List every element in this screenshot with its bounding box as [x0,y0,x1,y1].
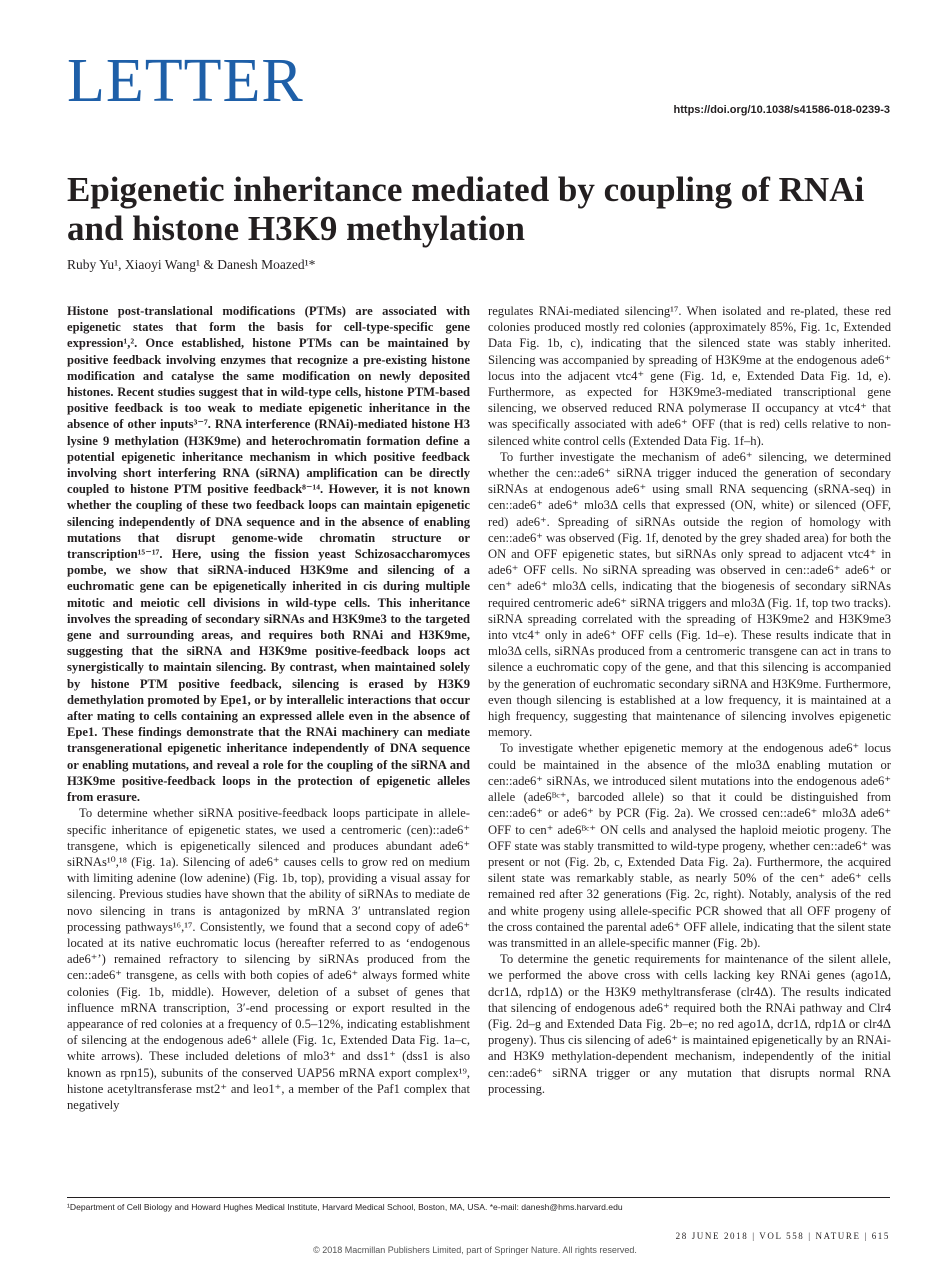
left-column [67,303,470,1113]
right-column [488,303,891,1097]
body-paragraph-1: To determine whether siRNA positive-feedback loops participate in allele-specific inheritance of epigenetic states, we used a centromeric (cen)::ade6⁺ transgene, which is epigenetically silenced and produces abundant ade6⁺ siRNAs¹⁰,¹⁸ (Fig. 1a). Silencing of ade6⁺ causes cells to grow red on medium with limiting adenine (low adenine) (Fig. 1b, top), providing a visual assay for silencing. Previous studies have shown that the ability of siRNAs to mediate de novo silencing in trans is antagonized by mRNA 3′ untranslated region processing pathways¹⁶,¹⁷. Consistently, we found that a second copy of ade6⁺ located at its native euchromatic locus (hereafter referred to as ‘endogenous ade6⁺’) remained refractory to silencing by siRNAs produced from the cen::ade6⁺ transgene, as cells with both copies of ade6⁺ always formed white colonies (Fig. 1b, middle). However, deletion of a subset of genes that influence mRNA transcription, 3′-end processing or export resulted in the appearance of red colonies at a frequency of 0.5–12%, indicating establishment of silencing at the endogenous ade6⁺ allele (Fig. 1c, Extended Data Fig. 1a–c, white arrows). These included deletions of mlo3⁺ and dss1⁺ (dss1 is also known as rpn15), subunits of the conserved UAP56 mRNA export complex¹⁹, histone acetyltransferase mst2⁺ and leo1⁺, a member of the Paf1 complex that negatively [67,806,470,1112]
article-title: Epigenetic inheritance mediated by coupling of RNAi and histone H3K9 methylation [67,170,865,248]
copyright-notice: © 2018 Macmillan Publishers Limited, part of Springer Nature. All rights reserved. [313,1245,637,1255]
abstract: Histone post-translational modifications (PTMs) are associated with epigenetic states that form the basis for cell-type-specific gene expression¹,². Once established, histone PTMs can be maintained by positive feedback involving enzymes that recognize a pre-existing histone modification and catalyse the same modification on newly deposited histones. Recent studies suggest that in wild-type cells, histone PTM-based positive feedback is too weak to mediate epigenetic inheritance in the absence of other inputs³⁻⁷. RNA interference (RNAi)-mediated histone H3 lysine 9 methylation (H3K9me) and heterochromatin formation define a potential epigenetic inheritance mechanism in which positive feedback involving short interfering RNA (siRNA) amplification can be directly coupled to histone PTM positive feedback⁸⁻¹⁴. However, it is not known whether the coupling of these two feedback loops can maintain epigenetic silencing independently of DNA sequence and in the absence of enabling mutations that disrupt genome-wide chromatin structure or transcription¹⁵⁻¹⁷. Here, using the fission yeast Schizosaccharomyces pombe, we show that siRNA-induced H3K9me and silencing of a euchromatic gene can be epigenetically inherited in cis during multiple mitotic and meiotic cell divisions in wild-type cells. This inheritance involves the spreading of secondary siRNAs and H3K9me3 to the targeted gene and surrounding areas, and requires both RNAi and H3K9me, suggesting that the siRNA and H3K9me positive-feedback loops act synergistically to maintain silencing. By contrast, when maintained solely by histone PTM positive feedback, silencing is erased by H3K9 demethylation promoted by Epe1, or by interallelic interactions that occur after mating to cells containing an expressed allele even in the absence of Epe1. These findings demonstrate that the RNAi machinery can mediate transgenerational epigenetic inheritance independently of DNA sequence or enabling mutations, and reveal a role for the coupling of the siRNA and H3K9me positive-feedback loops in the protection of epigenetic alleles from erasure. [67,304,470,805]
body-paragraph-2: regulates RNAi-mediated silencing¹⁷. When isolated and re-plated, these red colonies produced mostly red colonies (approximately 85%, Fig. 1c, Extended Data Fig. 1b, c), indicating that the silenced state was stably inherited. Silencing was accompanied by spreading of H3K9me at the endogenous ade6⁺ locus into the adjacent vtc4⁺ gene (Fig. 1d, e, Extended Data Fig. 1d, e). Furthermore, as expected for H3K9me3-mediated transcriptional gene silencing, we observed reduced RNA polymerase II occupancy at vtc4⁺ that was specifically associated with ade6⁺ OFF (that is red) cells relative to non-silenced white control cells (Extended Data Fig. 1f–h). [488,304,891,448]
body-paragraph-3: To further investigate the mechanism of ade6⁺ silencing, we determined whether the cen::ade6⁺ siRNA trigger induced the generation of secondary siRNAs at endogenous ade6⁺ using small RNA sequencing (sRNA-seq) in cen::ade6⁺ ade6⁺ mlo3Δ cells that expressed (ON, white) or silenced (OFF, red) ade6⁺. Spreading of siRNAs outside the region of homology with cen::ade6⁺ was observed (Fig. 1f, denoted by the grey shaded area) for both the ON and OFF epigenetic states, but siRNAs only spread to adjacent vtc4⁺ in ade6⁺ OFF cells. No siRNA spreading was observed in cen::ade6⁺ ade6⁺ or cen⁺ ade6⁺ mlo3Δ cells, indicating that the biogenesis of secondary siRNAs required centromeric ade6⁺ siRNA triggers and mlo3Δ (Fig. 1f, top two tracks). siRNA spreading correlated with the spreading of H3K9me2 and H3K9me3 into vtc4⁺ only in ade6⁺ OFF cells (Fig. 1d–e). These results indicate that in mlo3Δ cells, siRNAs produced from a centromeric transgene can act in trans to silence a euchromatic copy of the gene, and that this silencing is accompanied by the generation of euchromatic secondary siRNA and H3K9me. Furthermore, even though silencing is established at a low frequency, it is maintained at a high frequency, suggesting that maintenance of silencing involves epigenetic memory. [488,449,891,740]
body-paragraph-4: To investigate whether epigenetic memory at the endogenous ade6⁺ locus could be maintained in the absence of the mlo3Δ enabling mutation or cen::ade6⁺ siRNAs, we introduced silent mutations into the endogenous ade6⁺ allele (ade6ᴮᶜ⁺, barcoded allele) so that it could be distinguished from cen::ade6⁺ or ade6⁺ by PCR (Fig. 2a). We crossed cen::ade6⁺ mlo3Δ ade6⁺ OFF to cen⁺ ade6ᴮᶜ⁺ ON cells and analysed the haploid meiotic progeny. The OFF state was stably transmitted to wild-type progeny, whether cen::ade6⁺ was present or not (Fig. 2b, c, Extended Data Fig. 2a). Furthermore, the acquired silent state was remarkably stable, as nearly 50% of the cen⁺ ade6⁺ cells remained red after 32 generations (Fig. 2c, right). Notably, analysis of the red and white progeny using allele-specific PCR showed that all OFF progeny of the cross contained the parental ade6⁺ OFF allele, indicating that the silent state was transmitted in an allele-specific manner (Fig. 2b). [488,741,891,950]
affiliation-footnote: ¹Department of Cell Biology and Howard Hughes Medical Institute, Harvard Medical School, Boston, MA, USA. *e-mail: danesh@hms.harvard.edu [67,1202,623,1212]
author-list: Ruby Yu¹, Xiaoyi Wang¹ & Danesh Moazed¹* [67,257,316,272]
journal-info: 28 JUNE 2018 | VOL 558 | NATURE | 615 [675,1231,890,1241]
body-paragraph-5: To determine the genetic requirements for maintenance of the silent allele, we performed the above cross with cells lacking key RNAi genes (ago1Δ, dcr1Δ, rdp1Δ) or the H3K9 methyltransferase (clr4Δ). The results indicated that silencing of endogenous ade6⁺ required both the RNAi pathway and Clr4 (Fig. 2d–g and Extended Data Fig. 2b–e; no red ago1Δ, dcr1Δ, rdp1Δ or clr4Δ progeny). Thus cis silencing of ade6⁺ is maintained epigenetically by an RNAi- and H3K9 methylation-dependent mechanism, independently of the initial cen::ade6⁺ siRNA trigger or any mutation that disrupts normal RNA processing. [488,952,891,1096]
footnote-divider [67,1197,890,1198]
doi-link[interactable]: https://doi.org/10.1038/s41586-018-0239-3 [673,104,890,116]
section-label: LETTER [67,47,304,115]
